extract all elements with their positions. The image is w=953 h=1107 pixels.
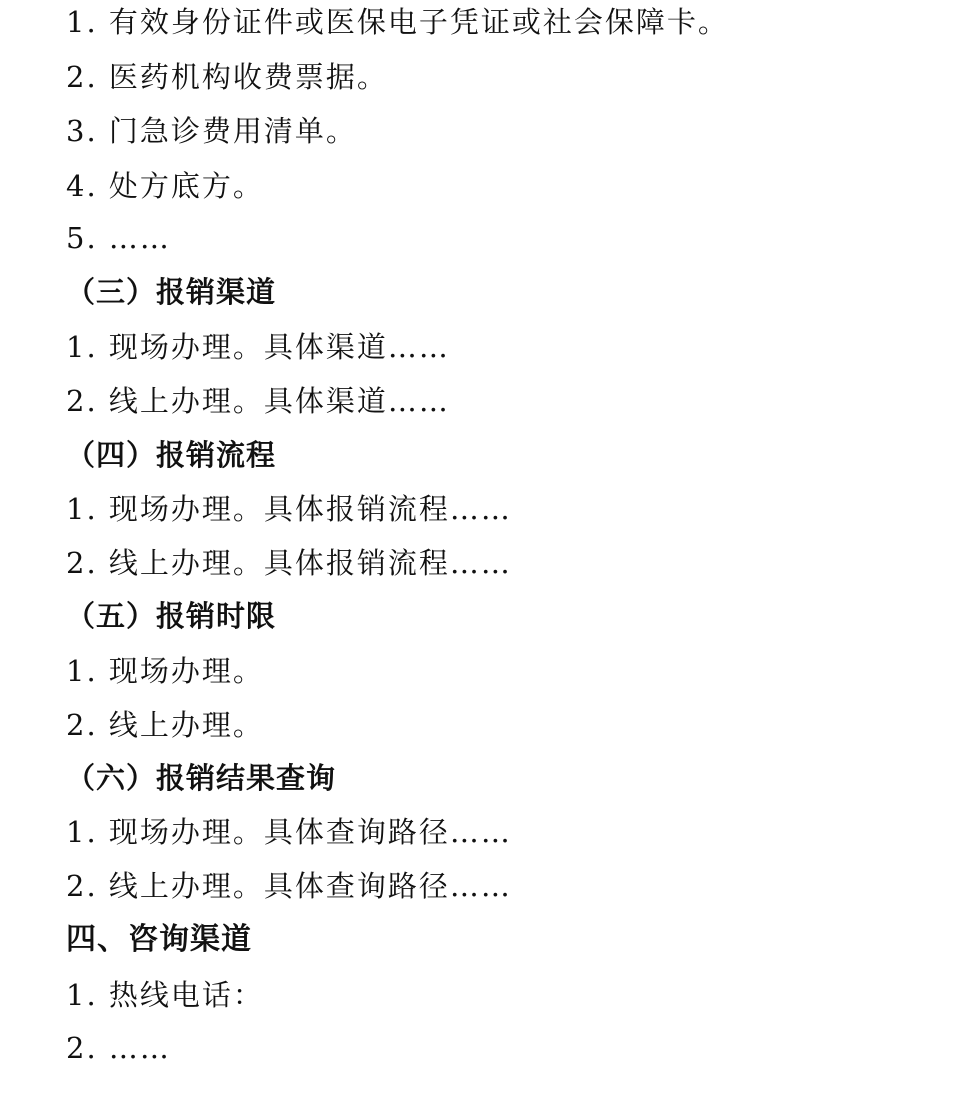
- chapter-heading-consultation-channels: 四、咨询渠道: [66, 922, 252, 957]
- list-item-outpatient-fee-list: 3. 门急诊费用清单。: [66, 114, 357, 148]
- list-item-onsite-time-limit: 1. 现场办理。: [66, 654, 264, 688]
- section-heading-reimbursement-channels: （三）报销渠道: [66, 275, 277, 309]
- list-item-required-id-documents: 1. 有效身份证件或医保电子凭证或社会保障卡。: [66, 5, 729, 39]
- list-item-onsite-process: 1. 现场办理。具体报销流程……: [66, 492, 512, 526]
- list-item-prescription: 4. 处方底方。: [66, 169, 264, 203]
- list-item-online-process: 2. 线上办理。具体报销流程……: [66, 546, 512, 580]
- list-item-fee-receipts: 2. 医药机构收费票据。: [66, 60, 388, 94]
- list-item-more-channels: 2. ……: [66, 1031, 171, 1065]
- list-item-hotline: 1. 热线电话：: [66, 978, 264, 1012]
- list-item-more: 5. ……: [66, 221, 171, 255]
- section-heading-result-query: （六）报销结果查询: [66, 761, 337, 795]
- list-item-online-time-limit: 2. 线上办理。: [66, 708, 264, 742]
- section-heading-reimbursement-process: （四）报销流程: [66, 438, 277, 472]
- section-heading-reimbursement-time-limit: （五）报销时限: [66, 599, 277, 633]
- list-item-online-channel: 2. 线上办理。具体渠道……: [66, 384, 450, 418]
- list-item-onsite-channel: 1. 现场办理。具体渠道……: [66, 330, 450, 364]
- list-item-online-query: 2. 线上办理。具体查询路径……: [66, 869, 512, 903]
- list-item-onsite-query: 1. 现场办理。具体查询路径……: [66, 815, 512, 849]
